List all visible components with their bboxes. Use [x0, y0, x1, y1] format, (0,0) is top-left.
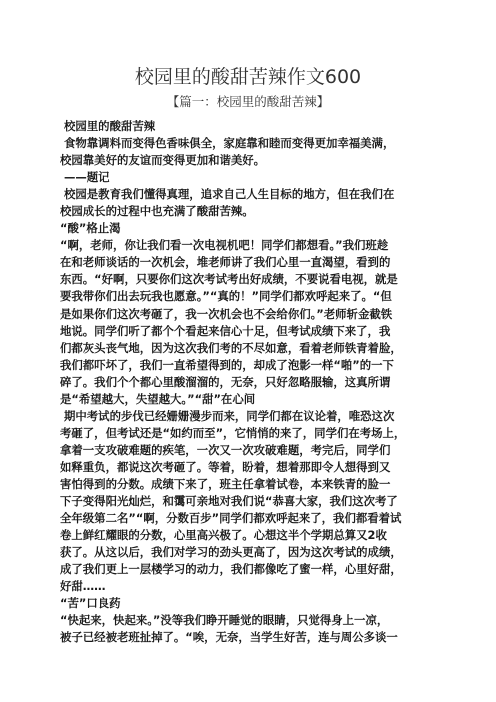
text-line: 校园成长的过程中也充满了酸甜苦辣。	[60, 204, 254, 219]
text-line: 好甜……	[60, 579, 106, 594]
text-line: 校园靠美好的友谊而变得更加和谐美好。	[60, 153, 266, 168]
text-line: 下子变得阳光灿烂，和霭可亲地对我们说“恭喜大家，我们这次考了	[60, 494, 398, 509]
text-line: 考砸了，但考试还是“如约而至”，它悄悄的来了，同学们在考场上，	[60, 425, 406, 440]
text-line: 拿着一支攻破难题的疾笔，一次又一次攻破难题，考完后，同学们	[60, 442, 391, 457]
text-line: “苦”口良药	[60, 596, 121, 611]
text-line: 校园里的酸甜苦辣	[64, 119, 156, 133]
document-title: 校园里的酸甜苦辣作文600	[134, 66, 362, 88]
text-line: 是如果你们这次考砸了，我一次机会也不会给你们。”老师斩金截铁	[60, 306, 393, 321]
text-line: 全年级第二名”“啊，分数百步”同学们都欢呼起来了，我们都看着试	[60, 511, 402, 526]
text-line: “快起来，快起来。”没等我们睁开睡觉的眼睛，只觉得身上一凉，	[60, 613, 389, 628]
text-line: 成了我们更上一层楼学习的动力，我们都像吃了蜜一样，心里好甜，	[60, 562, 402, 577]
text-line: 我们都吓坏了，我们一直希望得到的，却成了泡影一样“啪”的一下	[60, 357, 394, 372]
document-body	[60, 118, 460, 646]
text-line: 地说。同学们听了都个个看起来信心十足，但考试成绩下来了，我	[60, 323, 391, 338]
document-subtitle: 【篇一：校园里的酸甜苦辣】	[166, 94, 330, 109]
text-line: 卷上鲜红耀眼的分数，心里高兴极了。心想这半个学期总算又2收	[60, 528, 387, 543]
text-line: 们都灰头丧气地，因为这次我们考的不尽如意，看着老师铁青着脸，	[60, 340, 402, 355]
text-line: 获了。从这以后，我们对学习的劲头更高了，因为这次考试的成绩，	[60, 545, 402, 560]
text-line: 期中考试的步伐已经姗姗漫步而来，同学们都在议论着，唯恐这次	[64, 408, 395, 423]
text-line: 东西。“好啊，只要你们这次考试考出好成绩，不要说看电视，就是	[60, 272, 398, 287]
text-line: 碎了。我们个个都心里酸溜溜的，无奈，只好忽略服输，这真所谓	[60, 374, 391, 389]
text-line: 害怕得到的分数。成绩下来了，班主任拿着试卷，本来铁青的脸一	[60, 476, 391, 491]
text-line: 要我带你们出去玩我也愿意。”“真的！”同学们都欢呼起来了。“但	[60, 289, 392, 304]
text-line: 被子已经被老班扯掉了。“唉，无奈，当学生好苦，连与周公多谈一	[60, 630, 398, 645]
text-line: 食物靠调料而变得色香味俱全，家庭靠和睦而变得更加幸福美满，	[64, 136, 395, 151]
text-line: “酸”格止渴	[60, 221, 121, 236]
text-line: 校园是教育我们懂得真理，追求自己人生目标的地方，但在我们在	[64, 187, 395, 202]
text-line: ——题记	[64, 170, 110, 185]
text-line: 在和老师谈话的一次机会，堆老师讲了我们心里一直渴望，看到的	[60, 255, 391, 270]
text-line: “啊，老师，你让我们看一次电视机吧！同学们都想看。”我们班趁	[60, 238, 389, 253]
text-line: 如释重负，都说这次考砸了。等着，盼着，想着那即令人想得到又	[60, 459, 391, 474]
text-line: 是“希望越大，失望越大。”“甜”在心间	[60, 391, 256, 406]
